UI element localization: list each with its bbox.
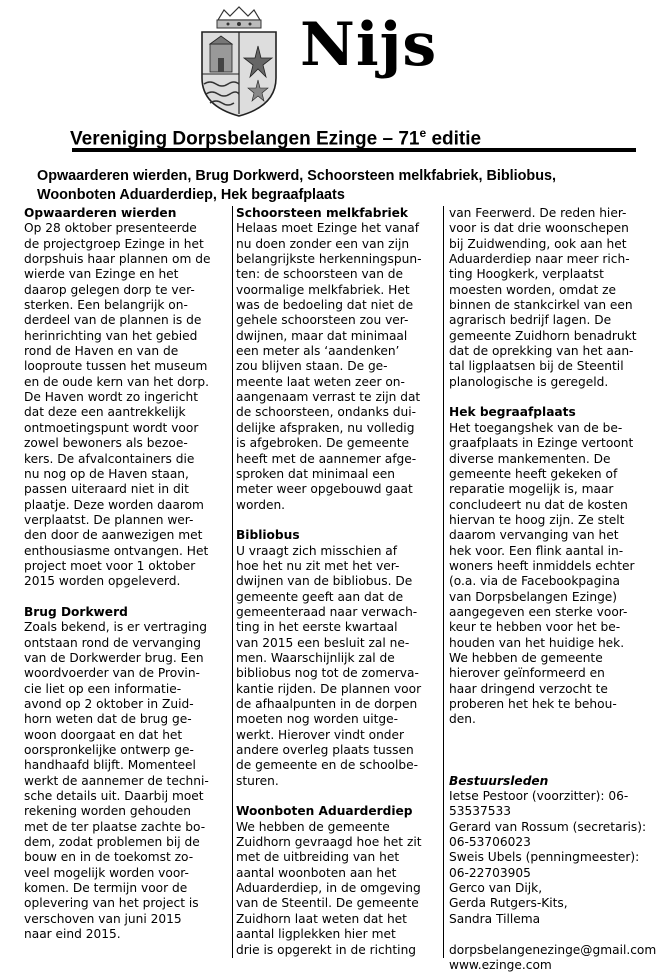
text-line: van de Dorkwerder brug. Een	[24, 650, 204, 665]
text-line: voormalige melkfabriek. Het	[236, 282, 410, 297]
article-heading: Opwaarderen wierden	[24, 206, 177, 220]
text-line: sturen.	[236, 773, 279, 788]
member-line: Gerco van Dijk,	[449, 881, 543, 896]
text-line: kantie rijden. De plannen voor	[236, 681, 422, 696]
text-line: aantal woonboten aan het	[236, 865, 397, 880]
text-line: ting Hoogkerk, verplaatst	[449, 267, 604, 282]
text-line: dorpshuis haar plannen om de	[24, 252, 211, 267]
text-line: hierover geïnformeerd en	[449, 666, 605, 681]
text-line: bouw en in de toekomst zo-	[24, 850, 194, 865]
text-line: moesten worden, omdat ze	[449, 282, 617, 297]
text-line: verplaatst. De plannen wer-	[24, 512, 194, 527]
article-heading: Bibliobus	[236, 528, 300, 543]
text-line: nu doen zonder een van zijn	[236, 236, 410, 251]
text-line: heeft met de aannemer afge-	[236, 451, 417, 466]
text-line: hiervan te hoog zijn. Ze stelt	[449, 512, 625, 527]
text-line: passen uiteraard niet in dit	[24, 482, 189, 497]
article-body	[449, 421, 663, 728]
text-line: dem, zodat problemen bij de	[24, 835, 200, 850]
text-line: dat deze een aantrekkelijk	[24, 405, 186, 420]
text-line: project moet voor 1 oktober	[24, 558, 196, 573]
text-line: voor is dat drie woonschepen	[449, 221, 629, 236]
member-line: Sweis Ubels (penningmeester):	[449, 850, 640, 865]
article-heading: Hek begraafplaats	[449, 405, 576, 420]
text-line: concludeert nu dat de kosten	[449, 497, 628, 512]
text-line: agrarisch bedrijf lagen. De	[449, 313, 612, 328]
text-line: wierde van Ezinge en het	[24, 267, 179, 282]
member-line: 53537533	[449, 804, 512, 819]
text-line: Het toegangshek van de be-	[449, 420, 623, 435]
text-line: U vraagt zich misschien af	[236, 543, 398, 558]
text-line: veel mogelijk worden voor-	[24, 865, 189, 880]
article-body	[236, 820, 438, 958]
text-line: aantal ligplekken hier met	[236, 927, 396, 942]
text-line: met de uitbreiding van het	[236, 850, 400, 865]
text-line: gemeente heeft gekeken of	[449, 466, 618, 481]
text-line: belangrijkste herkenningspun-	[236, 252, 422, 267]
text-line: derdeel van de plannen is de	[24, 313, 202, 328]
text-line: zou blijven staan. De ge-	[236, 359, 388, 374]
text-line: houden van het huidige hek.	[449, 635, 625, 650]
member-line: 06-53706023	[449, 835, 531, 850]
member-line: Sandra Tillema	[449, 911, 541, 926]
text-line: proberen het hek te behou-	[449, 697, 617, 711]
text-line: de afhaalpunten in de dorpen	[236, 697, 418, 711]
article-body	[24, 620, 230, 942]
text-line: worden.	[236, 497, 286, 512]
title-tail: editie	[426, 128, 482, 150]
text-line: ting in het eerste kwartaal	[236, 620, 398, 635]
subtitle-line: Woonboten Aduarderdiep, Hek begraafplaats	[37, 187, 345, 203]
text-line: Aduarderdiep naar meer rich-	[449, 252, 630, 267]
text-line: hoe het nu zit met het ver-	[236, 558, 400, 573]
text-line: woon doorgaat en dat het	[24, 727, 183, 742]
text-line: Zuidhorn laat weten dat het	[236, 911, 407, 926]
text-line: van Feerwerd. De reden hier-	[449, 206, 627, 220]
text-line: graafplaats in Ezinge vertoont	[449, 436, 634, 451]
text-line: ten: de schoorsteen van de	[236, 267, 404, 282]
title-main: Vereniging Dorpsbelangen Ezinge – 71	[70, 128, 420, 150]
contact-email: dorpsbelangenezinge@gmail.com	[449, 942, 657, 957]
text-line: daarop gelegen dorp te ver-	[24, 282, 195, 297]
text-line: hek voor. Een flink aantal in-	[449, 543, 624, 558]
text-line: tal ligplaatsen bij de Steentil	[449, 359, 624, 374]
text-line: dwijnen van de bibliobus. De	[236, 574, 413, 589]
member-line: Gerard van Rossum (secretaris):	[449, 819, 647, 834]
text-line: Zoals bekend, is er vertraging	[24, 620, 208, 635]
text-line: De Haven wordt zo ingericht	[24, 390, 198, 405]
text-line: dwijnen, maar dat minimaal	[236, 328, 408, 343]
coat-of-arms-icon	[198, 6, 280, 118]
text-line: woordvoerder van de Provin-	[24, 666, 200, 681]
text-line: enthousiasme ontvangen. Het	[24, 543, 209, 558]
column-divider	[232, 206, 233, 958]
text-line: dat de oprekking van het aan-	[449, 344, 634, 359]
column-2	[236, 206, 438, 958]
text-line: oorspronkelijke ontwerp ge-	[24, 743, 194, 758]
text-line: de projectgroep Ezinge in het	[24, 236, 204, 251]
text-line: oplevering van het project is	[24, 896, 199, 911]
text-line: gehele schoorsteen zou ver-	[236, 313, 409, 328]
text-line: komen. De termijn voor de	[24, 881, 188, 896]
article-body	[449, 206, 663, 390]
topics-subtitle	[37, 167, 637, 205]
text-line: bij Zuidwending, ook aan het	[449, 236, 627, 251]
text-line: looproute tussen het museum	[24, 359, 208, 374]
text-line: de gemeente en de schoolbe-	[236, 758, 418, 773]
text-line: delijke afspraken, nu volledig	[236, 420, 415, 435]
text-line: kers. De afvalcontainers die	[24, 451, 195, 466]
text-line: is afgebroken. De gemeente	[236, 436, 409, 451]
text-line: den.	[449, 712, 476, 727]
text-line: daarom vervanging van het	[449, 528, 619, 543]
text-line: 2015 worden opgeleverd.	[24, 574, 181, 589]
text-line: herinrichting van het gebied	[24, 328, 198, 343]
text-line: werkt de aannemer de techni-	[24, 773, 209, 788]
text-line: Op 28 oktober presenteerde	[24, 221, 197, 236]
text-line: handhaafd blijft. Momenteel	[24, 758, 196, 773]
website-link: www.ezinge.com	[449, 957, 552, 972]
text-line: drie is opgerekt in de richting	[236, 942, 417, 957]
text-line: gemeenteraad naar verwach-	[236, 604, 418, 619]
column-3	[449, 206, 663, 972]
text-line: sproken dat minimaal een	[236, 466, 396, 481]
text-line: haar dringend verzocht te	[449, 681, 608, 696]
text-line: bibliobus nog tot de zomerva-	[236, 666, 419, 681]
text-line: keur te hebben voor het be-	[449, 620, 621, 635]
text-line: ontmoetingspunt wordt voor	[24, 420, 199, 435]
text-line: cie liet op een informatie-	[24, 681, 182, 696]
text-line: planologische is geregeld.	[449, 374, 609, 389]
text-line: gemeente Zuidhorn benadrukt	[449, 328, 637, 343]
board-members-heading: Bestuursleden	[449, 773, 549, 788]
text-line: (o.a. via de Facebookpagina	[449, 574, 620, 589]
text-line: We hebben de gemeente	[236, 819, 390, 834]
column-1	[24, 206, 230, 958]
text-line: was de bedoeling dat niet de	[236, 298, 414, 313]
text-line: naar eind 2015.	[24, 927, 121, 942]
text-line: van Dorpsbelangen Ezinge)	[449, 589, 618, 604]
text-line: horn weten dat de brug ge-	[24, 712, 192, 727]
text-line: van de Steentil. De gemeente	[236, 896, 419, 911]
text-line: moeten nog worden uitge-	[236, 712, 399, 727]
text-line: en de oude kern van het dorp.	[24, 374, 209, 389]
member-line: Gerda Rutgers-Kits,	[449, 896, 568, 911]
text-line: de schoorsteen, ondanks dui-	[236, 405, 417, 420]
text-line: andere overleg plaats tussen	[236, 743, 414, 758]
text-line: verschoven van juni 2015	[24, 911, 182, 926]
text-line: Helaas moet Ezinge het vanaf	[236, 221, 420, 236]
text-line: werkt. Hierover vindt onder	[236, 727, 405, 742]
article-heading: Schoorsteen melkfabriek	[236, 206, 409, 220]
article-heading: Brug Dorkwerd	[24, 604, 128, 619]
text-line: sche details uit. Daarbij moet	[24, 789, 204, 804]
text-line: van 2015 een besluit zal ne-	[236, 635, 410, 650]
article-body	[24, 221, 230, 589]
text-line: Aduarderdiep, in de omgeving	[236, 881, 421, 896]
text-line: diverse mankementen. De	[449, 451, 611, 466]
text-line: met de ter plaatse zachte bo-	[24, 819, 206, 834]
text-line: meter weer opgebouwd gaat	[236, 482, 413, 497]
member-line: Ietse Pestoor (voorzitter): 06-	[449, 789, 629, 804]
text-line: een meter als ‘aandenken’	[236, 344, 400, 359]
article-body	[236, 221, 438, 513]
article-body	[236, 544, 438, 790]
article-heading: Woonboten Aduarderdiep	[236, 804, 413, 819]
text-line: aangegeven een sterke voor-	[449, 604, 628, 619]
text-line: den door de aanwezigen met	[24, 528, 203, 543]
subtitle-line: Opwaarderen wierden, Brug Dorkwerd, Schoorsteen melkfabriek, Bibliobus,	[37, 168, 556, 184]
text-line: ontstaan rond de vervanging	[24, 635, 201, 650]
member-line: 06-22703905	[449, 865, 531, 880]
text-line: Zuidhorn gevraagd hoe het zit	[236, 835, 422, 850]
text-line: rekening worden gehouden	[24, 804, 191, 819]
text-line: meente laat weten zeer on-	[236, 374, 405, 389]
title-divider	[72, 148, 636, 152]
text-line: plaatje. Deze worden daarom	[24, 497, 204, 512]
text-line: nu nog op de Haven staan,	[24, 466, 189, 481]
text-line: binnen de stankcirkel van een	[449, 298, 633, 313]
text-line: woners heeft inmiddels echter	[449, 558, 635, 573]
column-divider	[443, 206, 444, 958]
text-line: aangenaam verrast te zijn dat	[236, 390, 421, 405]
text-line: reparatie mogelijk is, maar	[449, 482, 614, 497]
text-line: gemeente geeft aan dat de	[236, 589, 404, 604]
text-line: We hebben de gemeente	[449, 650, 603, 665]
text-line: rond de Haven en van de	[24, 344, 179, 359]
newsletter-masthead: Nijs	[300, 10, 438, 80]
text-line: zowel bewoners als bezoe-	[24, 436, 188, 451]
board-members	[449, 774, 663, 927]
title-superscript: e	[419, 126, 427, 140]
text-line: men. Waarschijnlijk zal de	[236, 650, 395, 665]
text-line: sterken. Een belangrijk on-	[24, 298, 188, 313]
text-line: avond op 2 oktober in Zuid-	[24, 697, 194, 711]
